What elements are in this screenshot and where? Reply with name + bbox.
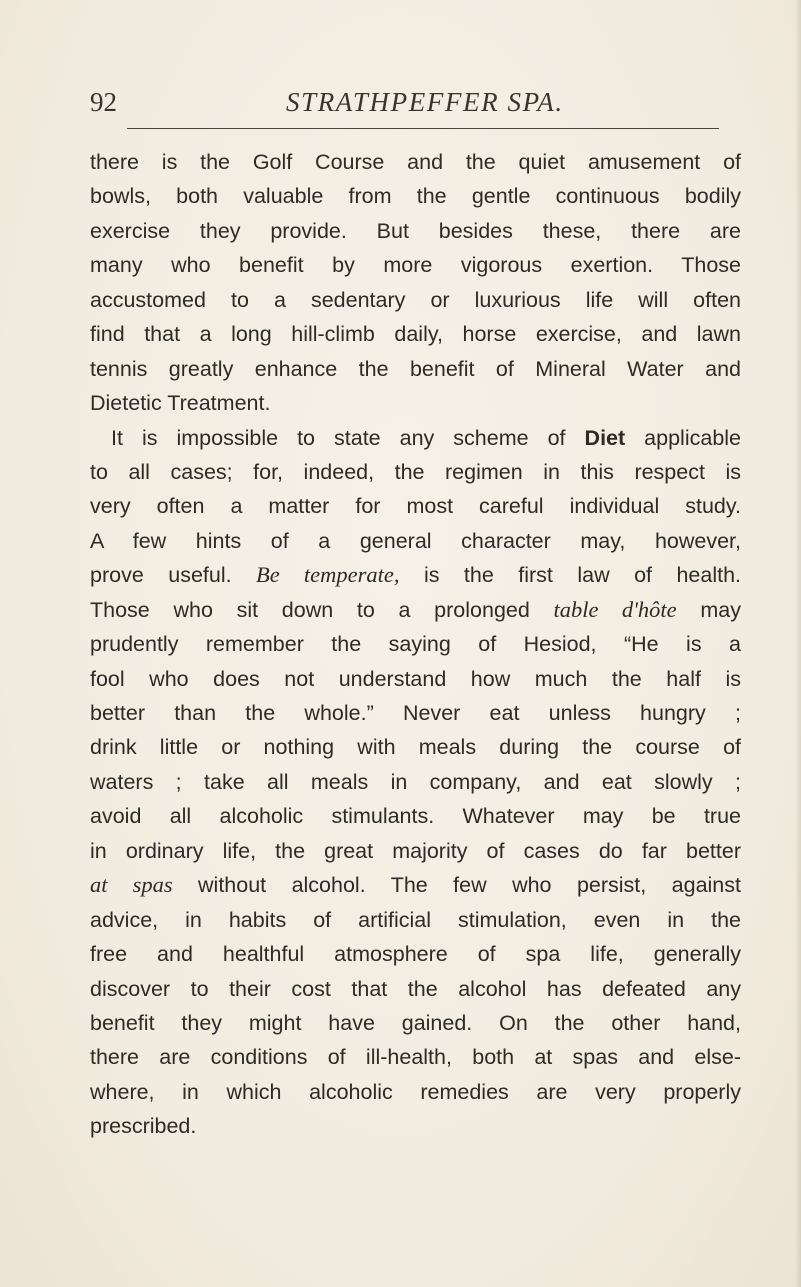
text-line: prove useful. Be temperate, is the first law of health. [90,562,742,588]
text-line: Those who sit down to a prolonged table d'hôte may [90,596,742,622]
paragraph [90,145,741,421]
text-line: A few hints of a general character may, however, [90,528,741,553]
text-line: fool who does not understand how much the half is [90,666,741,691]
text-line: waters ; take all meals in company, and eat slowly ; [90,769,741,794]
text-line: It is impossible to state any scheme of Diet applicable [111,425,742,450]
text-line: exercise they provide. But besides these, there are [90,218,741,243]
text-line: prudently remember the saying of Hesiod, “He is a [90,632,741,657]
header-rule [127,128,719,129]
bold-term-diet: Diet [584,425,626,450]
text-line: avoid all alcoholic stimulants. Whatever may be true [90,804,741,829]
italic-phrase-at-spas: at spas [90,872,173,898]
text-line: many who benefit by more vigorous exertion. Those [90,253,741,278]
running-title: STRATHPEFFER SPA. [286,87,564,117]
text-line: Dietetic Treatment. [90,391,271,416]
italic-phrase-be-temperate: Be temperate, [256,562,400,588]
text-line: to all cases; for, indeed, the regimen in this respect is [90,459,741,484]
text-line: drink little or nothing with meals during the course of [90,735,741,760]
text-line: accustomed to a sedentary or luxurious life will often [90,287,741,312]
body-text [90,145,741,1144]
page-edge-shadow [795,0,801,1287]
text-line: advice, in habits of artificial stimulation, even in the [90,907,741,932]
text-line: better than the whole.” Never eat unless hungry ; [90,701,741,725]
text-line: prescribed. [90,1114,197,1139]
text-line: there are conditions of ill-health, both at spas and else- [90,1045,741,1070]
text-line: where, in which alcoholic remedies are very properly [90,1079,741,1104]
running-head [90,82,750,122]
text-line: tennis greatly enhance the benefit of Mineral Water and [90,356,741,381]
text-line: in ordinary life, the great majority of cases do far better [90,838,741,863]
text-line: benefit they might have gained. On the other hand, [90,1010,741,1035]
text-line: there is the Golf Course and the quiet amusement of [90,150,741,174]
text-line: discover to their cost that the alcohol has defeated any [90,976,741,1001]
paragraph [90,421,741,1144]
text-line: bowls, both valuable from the gentle continuous bodily [90,184,741,209]
italic-phrase-table-dhote: table d'hôte [553,596,677,622]
text-line: very often a matter for most careful individual study. [90,494,741,519]
text-line: find that a long hill-climb daily, horse exercise, and lawn [90,322,741,347]
page-number: 92 [90,87,117,117]
text-line: free and healthful atmosphere of spa life, generally [90,942,741,967]
text-line: at spas without alcohol. The few who persist, against [90,872,741,898]
